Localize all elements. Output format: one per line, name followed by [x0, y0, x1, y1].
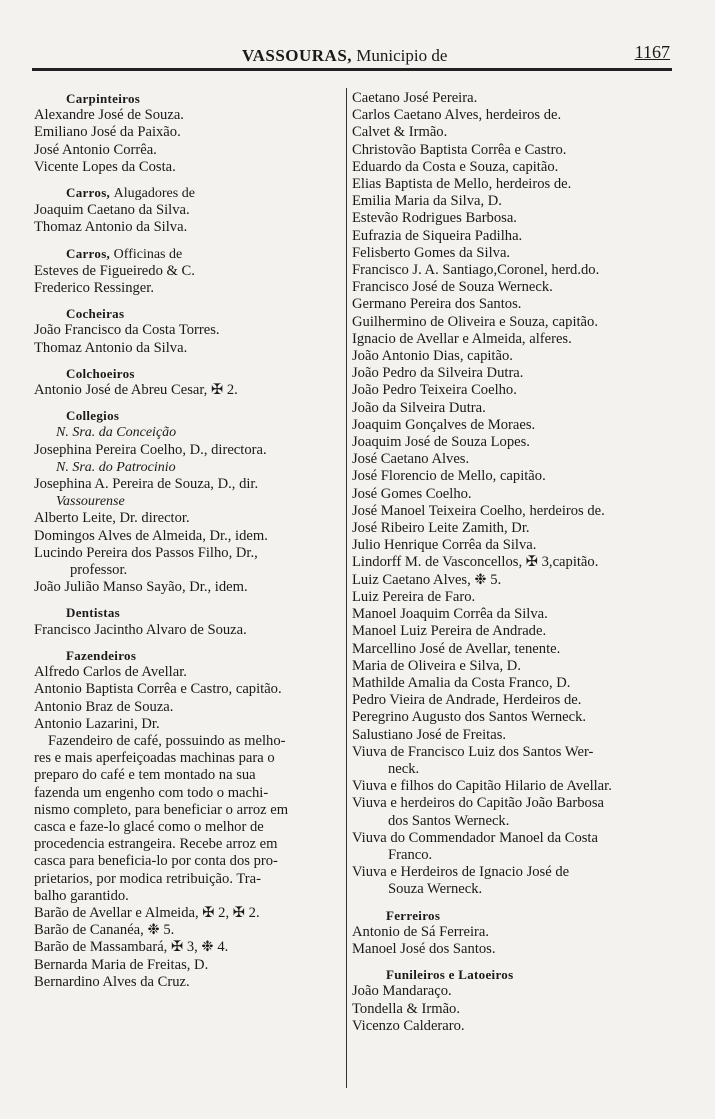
- paragraph-line: nismo completo, para beneficiar o arroz em: [34, 801, 289, 818]
- list-item: Josephina A. Pereira de Souza, D., dir.: [34, 476, 259, 493]
- list-item: Antonio de Sá Ferreira.: [352, 923, 489, 940]
- place-name: VASSOURAS,: [242, 46, 353, 65]
- list-item: Germano Pereira dos Santos.: [352, 296, 522, 313]
- right-column: [352, 90, 674, 1035]
- list-item: Joaquim Caetano da Silva.: [34, 202, 190, 219]
- list-item: Alexandre José de Souza.: [34, 107, 184, 124]
- list-item: João da Silveira Dutra.: [352, 399, 486, 416]
- page-header: [32, 40, 672, 68]
- list-item: Alberto Leite, Dr. director.: [34, 510, 190, 527]
- list-item: João Francisco da Costa Torres.: [34, 322, 220, 339]
- list-item: Eufrazia de Siqueira Padilha.: [352, 227, 523, 244]
- school-name: N. Sra. da Conceição: [56, 425, 177, 441]
- paragraph-line: prietarios, por modica retribuição. Tra-: [34, 870, 261, 887]
- section-heading-main: Carros,: [66, 185, 111, 201]
- list-item: Bernardino Alves da Cruz.: [34, 973, 190, 990]
- list-item: Joaquim Gonçalves de Moraes.: [352, 416, 536, 433]
- list-item: Calvet & Irmão.: [352, 124, 448, 141]
- paragraph-line: casca e faze-lo glacé como o melhor de: [34, 818, 264, 835]
- list-item: Josephina Pereira Coelho, D., directora.: [34, 441, 267, 458]
- paragraph-line: fazenda um engenho com todo o machi-: [34, 784, 269, 801]
- list-item: Felisberto Gomes da Silva.: [352, 244, 511, 261]
- list-item: Vicenzo Calderaro.: [352, 1017, 465, 1034]
- list-item: Manoel Luiz Pereira de Andrade.: [352, 623, 547, 640]
- list-item: Esteves de Figueiredo & C.: [34, 262, 195, 279]
- list-item: Antonio Braz de Souza.: [34, 698, 174, 715]
- list-item: Peregrino Augusto dos Santos Werneck.: [352, 709, 587, 726]
- list-item: Tondella & Irmão.: [352, 1000, 460, 1017]
- place-subtitle: Municipio de: [356, 46, 448, 65]
- section-heading: Cocheiras: [66, 306, 125, 322]
- list-item: Emilia Maria da Silva, D.: [352, 193, 502, 210]
- list-item: Lindorff M. de Vasconcellos, ✠ 3,capitão.: [352, 554, 599, 571]
- list-item: Estevão Rodrigues Barbosa.: [352, 210, 517, 227]
- list-item: Vicente Lopes da Costa.: [34, 158, 176, 175]
- list-item: José Caetano Alves.: [352, 451, 470, 468]
- list-item: Luiz Pereira de Faro.: [352, 588, 476, 605]
- list-item: Francisco Jacintho Alvaro de Souza.: [34, 621, 247, 638]
- section-heading: Dentistas: [66, 605, 120, 621]
- list-item: Luiz Caetano Alves, ❉ 5.: [352, 571, 502, 588]
- list-item: Frederico Ressinger.: [34, 280, 154, 297]
- section-heading: Collegios: [66, 408, 120, 424]
- list-item: Viuva e herdeiros do Capitão João Barbosa: [352, 795, 605, 812]
- list-item-continuation: Souza Werneck.: [388, 881, 483, 898]
- running-title: [242, 46, 447, 66]
- section-heading: Colchoeiros: [66, 365, 135, 381]
- list-item: Ignacio de Avellar e Almeida, alferes.: [352, 330, 572, 347]
- school-name: Vassourense: [56, 494, 125, 510]
- list-item: Alfredo Carlos de Avellar.: [34, 664, 187, 681]
- list-item: Antonio Lazarini, Dr.: [34, 715, 160, 732]
- list-item: José Manoel Teixeira Coelho, herdeiros de.: [352, 502, 605, 519]
- paragraph-line: balho garantido.: [34, 887, 129, 904]
- list-item: Lucindo Pereira dos Passos Filho, Dr.,: [34, 544, 258, 561]
- list-item: João Antonio Dias, capitão.: [352, 348, 513, 365]
- list-item: Viuva e Herdeiros de Ignacio José de: [352, 864, 570, 881]
- list-item: João Pedro da Silveira Dutra.: [352, 365, 524, 382]
- list-item: Maria de Oliveira e Silva, D.: [352, 657, 521, 674]
- list-item-continuation: Franco.: [388, 846, 433, 863]
- list-item: Thomaz Antonio da Silva.: [34, 219, 188, 236]
- list-item: Domingos Alves de Almeida, Dr., idem.: [34, 527, 268, 544]
- paragraph-line: procedencia estrangeira. Recebe arroz em: [34, 836, 278, 853]
- list-item: Joaquim José de Souza Lopes.: [352, 434, 530, 451]
- fazendeiros-continued-list: [352, 90, 674, 744]
- list-item-continuation: professor.: [70, 562, 128, 579]
- section-heading-main: Carros,: [66, 245, 111, 261]
- list-item: Viuva do Commendador Manoel da Costa: [352, 829, 598, 846]
- school-name: N. Sra. do Patrocinio: [56, 459, 176, 475]
- list-item: Christovão Baptista Corrêa e Castro.: [352, 141, 567, 158]
- list-item: Julio Henrique Corrêa da Silva.: [352, 537, 537, 554]
- paragraph-line: Fazendeiro de café, possuindo as melho-: [48, 732, 286, 749]
- section-heading: Ferreiros: [386, 907, 441, 923]
- section-heading-sub: Alugadores de: [113, 186, 195, 202]
- list-item: Viuva de Francisco Luiz dos Santos Wer-: [352, 743, 594, 760]
- list-item: Barão de Cananéa, ❉ 5.: [34, 922, 175, 939]
- list-item: Emiliano José da Paixão.: [34, 124, 181, 141]
- list-item: Antonio José de Abreu Cesar, ✠ 2.: [34, 382, 238, 399]
- list-item: Barão de Massambará, ✠ 3, ❉ 4.: [34, 939, 229, 956]
- list-item: Thomaz Antonio da Silva.: [34, 339, 188, 356]
- list-item: Marcellino José de Avellar, tenente.: [352, 640, 561, 657]
- section-heading: Funileiros e Latoeiros: [386, 967, 514, 983]
- section-heading: Carpinteiros: [66, 91, 141, 106]
- list-item: João Julião Manso Sayão, Dr., idem.: [34, 579, 248, 596]
- list-item: João Mandaraço.: [352, 983, 452, 1000]
- list-item: Pedro Vieira de Andrade, Herdeiros de.: [352, 692, 582, 709]
- list-item: Eduardo da Costa e Souza, capitão.: [352, 158, 559, 175]
- advertisement-paragraph: [34, 733, 348, 905]
- section-heading: Fazendeiros: [66, 647, 137, 663]
- list-item-continuation: neck.: [388, 760, 420, 777]
- list-item: João Pedro Teixeira Coelho.: [352, 382, 517, 399]
- list-item: Antonio Baptista Corrêa e Castro, capitão.: [34, 681, 282, 698]
- paragraph-line: res e mais aperfeiçoadas machinas para o: [34, 750, 275, 767]
- paragraph-line: preparo do café e tem montado na sua: [34, 767, 256, 784]
- list-item: Barão de Avellar e Almeida, ✠ 2, ✠ 2.: [34, 904, 260, 921]
- list-item: José Ribeiro Leite Zamith, Dr.: [352, 520, 530, 537]
- header-rule: [32, 68, 672, 71]
- list-item: Salustiano José de Freitas.: [352, 726, 507, 743]
- list-item: Francisco José de Souza Werneck.: [352, 279, 553, 296]
- list-item: Francisco J. A. Santiago,Coronel, herd.do.: [352, 262, 600, 279]
- section-heading: [34, 245, 348, 263]
- section-heading-sub: Officinas de: [113, 246, 183, 262]
- list-item: Guilhermino de Oliveira e Souza, capitão.: [352, 313, 598, 330]
- list-item: José Antonio Corrêa.: [34, 141, 157, 158]
- list-item: Carlos Caetano Alves, herdeiros de.: [352, 107, 562, 124]
- list-item: Bernarda Maria de Freitas, D.: [34, 956, 209, 973]
- list-item: Viuva e filhos do Capitão Hilario de Avellar.: [352, 778, 612, 795]
- paragraph-line: casca para beneficia-lo por conta dos pro-: [34, 853, 278, 870]
- section-heading: [34, 184, 348, 202]
- list-item-continuation: dos Santos Werneck.: [388, 812, 510, 829]
- list-item: José Florencio de Mello, capitão.: [352, 468, 546, 485]
- list-item: Mathilde Amalia da Costa Franco, D.: [352, 674, 571, 691]
- list-item: Elias Baptista de Mello, herdeiros de.: [352, 176, 572, 193]
- list-item: José Gomes Coelho.: [352, 485, 472, 502]
- left-column: [34, 90, 348, 991]
- list-item: Caetano José Pereira.: [352, 90, 478, 106]
- page-number: 1167: [634, 42, 670, 62]
- list-item: Manoel José dos Santos.: [352, 940, 496, 957]
- list-item: Manoel Joaquim Corrêa da Silva.: [352, 606, 548, 623]
